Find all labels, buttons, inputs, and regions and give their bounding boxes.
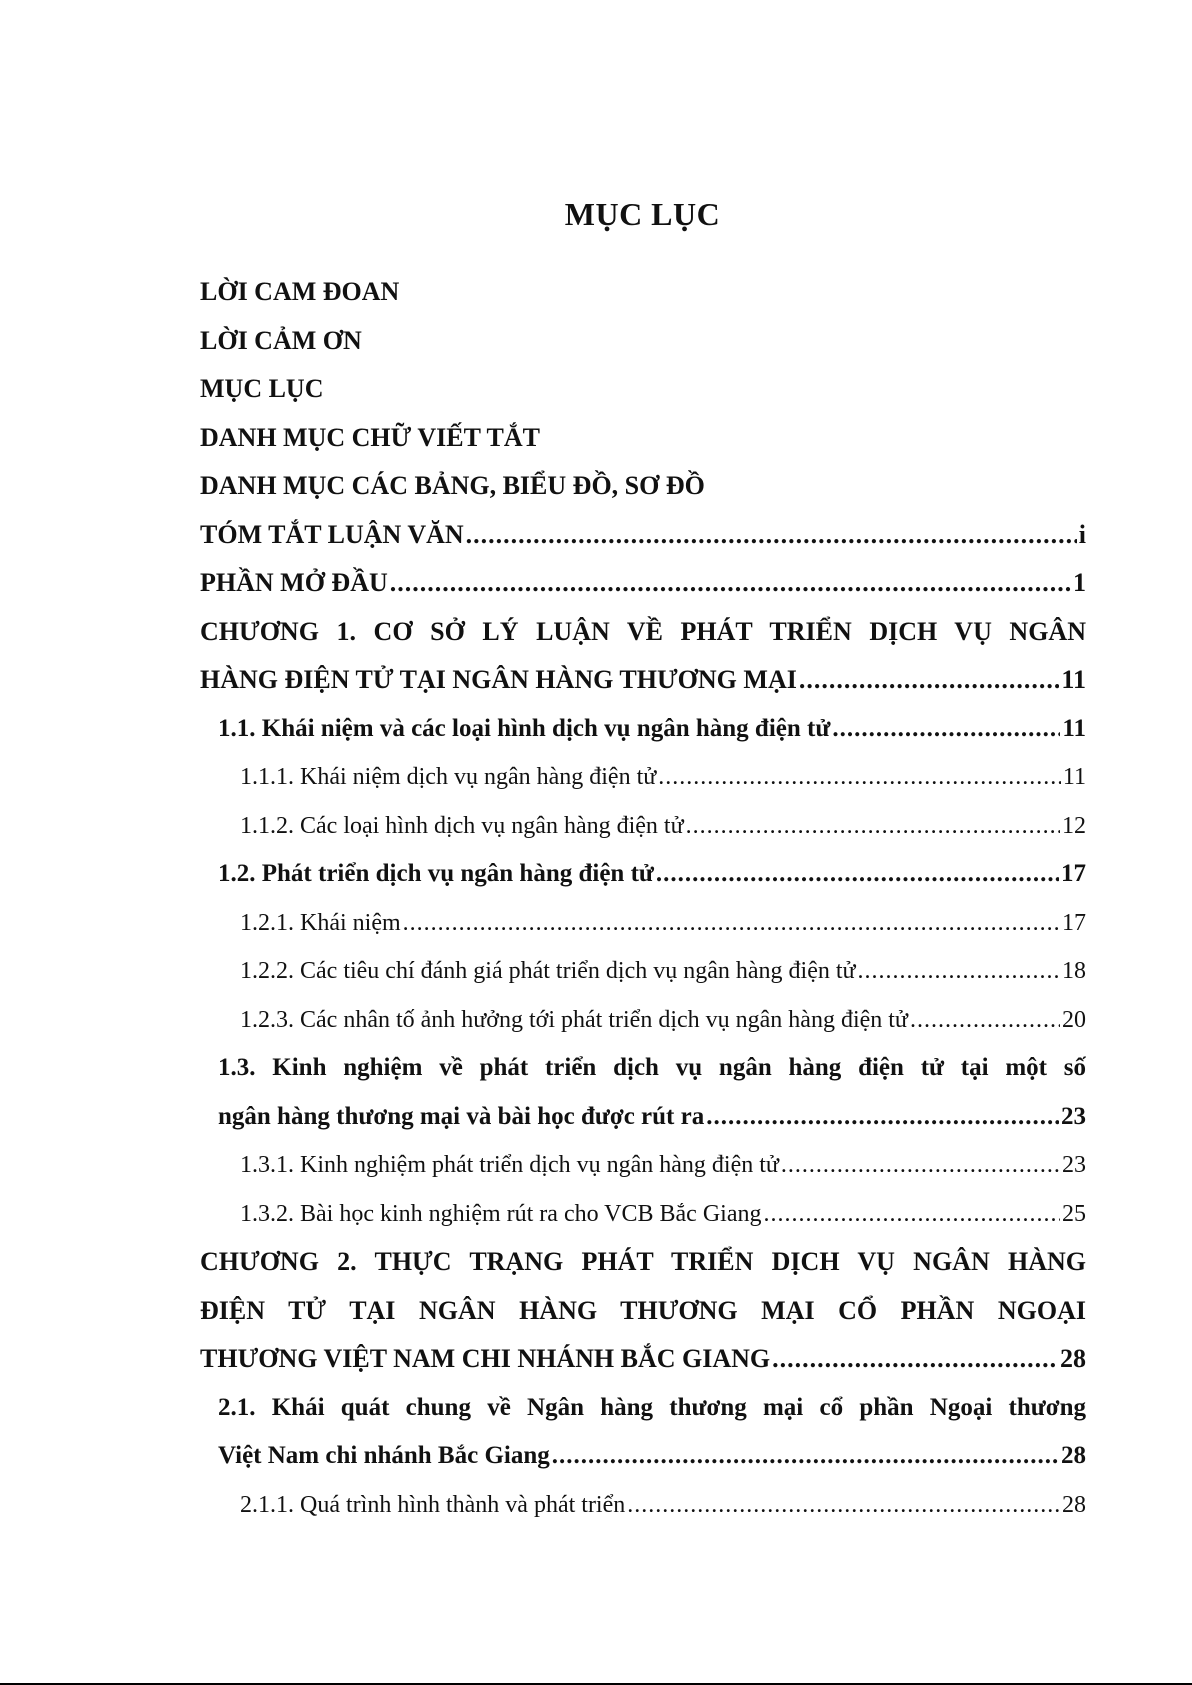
toc-entry[interactable]	[200, 1190, 1086, 1239]
toc-dot-leader	[466, 511, 1077, 560]
toc-dot-leader	[781, 1141, 1060, 1190]
toc-entry[interactable]	[200, 462, 1086, 511]
toc-entry-title: 1.3.2. Bài học kinh nghiệm rút ra cho VCB Bắc Giang	[240, 1200, 762, 1227]
toc-entry-title: MỤC LỤC	[200, 374, 324, 403]
toc-entry-title: LỜI CAM ĐOAN	[200, 277, 400, 306]
toc-page-number: 28	[1061, 1442, 1086, 1469]
toc-page-number: 28	[1062, 1491, 1086, 1518]
toc-entry-title: TÓM TẮT LUẬN VĂN	[200, 519, 464, 549]
toc-entry-title: PHẦN MỞ ĐẦU	[200, 568, 388, 597]
toc-entry-title: 2.1. Khái quát chung về Ngân hàng thương mại cổ phần Ngoại thương	[218, 1393, 1086, 1421]
toc-entry[interactable]	[200, 365, 1086, 414]
toc-page-number: 28	[1060, 1344, 1086, 1373]
toc-entry[interactable]	[200, 705, 1086, 754]
toc-page-number: 11	[1062, 714, 1086, 742]
toc-entry-title: 1.1. Khái niệm và các loại hình dịch vụ ngân hàng điện tử	[218, 714, 831, 742]
toc-page-number: 23	[1062, 1152, 1086, 1178]
toc-entry-title: LỜI CẢM ƠN	[200, 325, 362, 355]
toc-entry[interactable]	[200, 1481, 1086, 1530]
toc-page-number: 25	[1062, 1200, 1086, 1227]
page-title: MỤC LỤC	[564, 196, 721, 232]
toc-entry-title: ngân hàng thương mại và bài học được rút ra	[218, 1102, 705, 1130]
toc-entry-title: 1.3.1. Kinh nghiệm phát triển dịch vụ ngân hàng điện tử	[240, 1152, 779, 1178]
toc-entry-title: DANH MỤC CHỮ VIẾT TẮT	[200, 422, 540, 452]
toc-entry-title: 1.2.3. Các nhân tố ảnh hưởng tới phát triển dịch vụ ngân hàng điện tử	[240, 1006, 908, 1033]
toc-entry[interactable]	[200, 1044, 1086, 1141]
toc-entry-title: 1.2.2. Các tiêu chí đánh giá phát triển dịch vụ ngân hàng điện tử	[240, 958, 856, 984]
toc-entry-title: 1.2.1. Khái niệm	[240, 909, 401, 936]
toc-entry[interactable]	[200, 1141, 1086, 1190]
toc-entry[interactable]	[200, 511, 1086, 560]
toc-dot-leader	[799, 656, 1060, 705]
toc-entry-title: 1.2. Phát triển dịch vụ ngân hàng điện tử	[218, 860, 654, 887]
toc-dot-leader	[686, 802, 1060, 851]
toc-page-number: 12	[1062, 812, 1086, 839]
toc-page-number: i	[1078, 519, 1086, 549]
toc-entry-title: DANH MỤC CÁC BẢNG, BIỂU ĐỒ, SƠ ĐỒ	[200, 471, 705, 500]
toc-entry[interactable]	[200, 414, 1086, 463]
toc-dot-leader	[763, 1190, 1060, 1239]
toc-entry[interactable]	[200, 1238, 1086, 1384]
toc-page-number: 17	[1062, 909, 1086, 936]
toc-entry[interactable]	[200, 268, 1086, 317]
toc-dot-leader	[658, 753, 1061, 802]
toc-entry-title: THƯƠNG VIỆT NAM CHI NHÁNH BẮC GIANG	[200, 1344, 771, 1373]
toc-entry[interactable]	[200, 850, 1086, 899]
toc-page-number: 11	[1061, 665, 1086, 694]
toc-entry[interactable]	[200, 802, 1086, 851]
toc-dot-leader	[858, 947, 1060, 996]
toc-entry-title: Việt Nam chi nhánh Bắc Giang	[218, 1442, 550, 1469]
toc-page-number: 20	[1062, 1006, 1086, 1033]
toc-entry-title: 1.3. Kinh nghiệm về phát triển dịch vụ ngân hàng điện tử tại một số	[218, 1054, 1086, 1081]
toc-entry-title: 2.1.1. Quá trình hình thành và phát triển	[240, 1491, 626, 1518]
toc-entry[interactable]	[200, 559, 1086, 608]
toc-entry[interactable]	[200, 608, 1086, 705]
toc-entry-title: 1.1.2. Các loại hình dịch vụ ngân hàng điện tử	[240, 812, 684, 839]
toc-page-number: 23	[1061, 1102, 1086, 1130]
toc-page-number: 1	[1073, 568, 1086, 597]
toc-entry-title: HÀNG ĐIỆN TỬ TẠI NGÂN HÀNG THƯƠNG MẠI	[200, 665, 797, 694]
toc-dot-leader	[390, 559, 1071, 608]
toc-dot-leader	[656, 850, 1059, 899]
toc-entry-title: 1.1.1. Khái niệm dịch vụ ngân hàng điện tử	[240, 764, 657, 790]
table-of-contents	[200, 268, 1086, 1529]
toc-dot-leader	[832, 705, 1060, 754]
toc-entry[interactable]	[200, 996, 1086, 1045]
toc-entry[interactable]	[200, 1384, 1086, 1481]
toc-dot-leader	[910, 996, 1060, 1045]
toc-entry[interactable]	[200, 899, 1086, 948]
toc-dot-leader	[772, 1335, 1058, 1384]
toc-page-number: 11	[1062, 764, 1086, 790]
toc-page-number: 18	[1062, 958, 1086, 984]
toc-dot-leader	[403, 899, 1060, 948]
toc-entry[interactable]	[200, 753, 1086, 802]
toc-entry-title: ĐIỆN TỬ TẠI NGÂN HÀNG THƯƠNG MẠI CỔ PHẦN NGOẠI	[200, 1295, 1086, 1325]
toc-page-number: 17	[1061, 860, 1086, 887]
toc-entry-title: CHƯƠNG 1. CƠ SỞ LÝ LUẬN VỀ PHÁT TRIỂN DỊCH VỤ NGÂN	[200, 616, 1086, 646]
toc-dot-leader	[706, 1093, 1059, 1142]
toc-entry[interactable]	[200, 317, 1086, 366]
toc-dot-leader	[627, 1481, 1060, 1530]
toc-entry[interactable]	[200, 947, 1086, 996]
toc-dot-leader	[552, 1432, 1059, 1481]
toc-entry-title: CHƯƠNG 2. THỰC TRẠNG PHÁT TRIỂN DỊCH VỤ NGÂN HÀNG	[200, 1247, 1086, 1276]
